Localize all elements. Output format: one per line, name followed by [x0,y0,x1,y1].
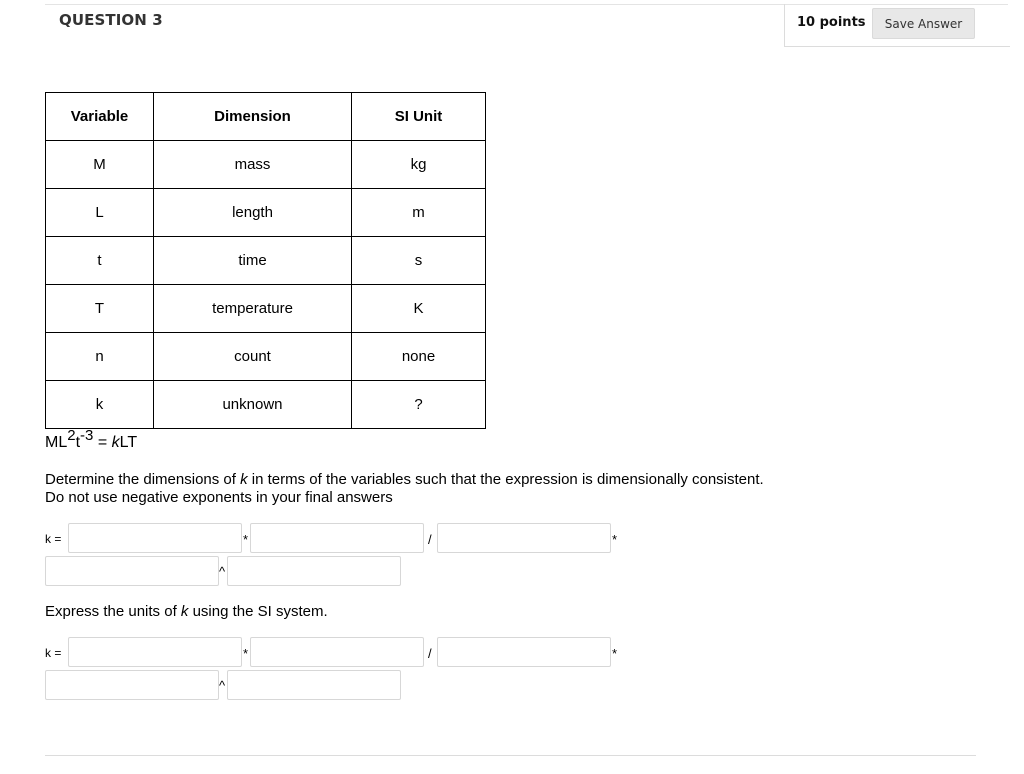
part2-prompt-k: k [180,603,189,620]
cell-si-unit: s [352,237,486,285]
part1-k-label: k = [45,532,62,546]
eq-ml: ML [45,434,68,451]
cell-dimension: time [154,237,352,285]
part1-times-1: * [243,532,249,547]
header-si-unit: SI Unit [352,93,486,141]
table-row [46,333,486,381]
part1-prompt-b: in terms of the variables such that the expression is dimensionally consistent. Do not use negative exponents in your final answers [45,471,764,506]
cell-si-unit: none [352,333,486,381]
cell-variable: M [46,141,154,189]
eq-equals: = [93,434,112,451]
table-row [46,285,486,333]
cell-si-unit: m [352,189,486,237]
cell-variable: t [46,237,154,285]
cell-si-unit: K [352,285,486,333]
eq-exp-l: 2 [67,427,76,444]
cell-dimension: count [154,333,352,381]
part2-input-3[interactable] [437,637,611,667]
equation [45,427,138,452]
table-row [46,381,486,429]
part2-input-5[interactable] [227,670,401,700]
part2-prompt [45,603,328,620]
bottom-divider [45,755,976,756]
cell-variable: T [46,285,154,333]
cell-variable: k [46,381,154,429]
cell-dimension: unknown [154,381,352,429]
part2-times-2: * [612,646,618,661]
part1-prompt [45,471,765,507]
part1-input-4[interactable] [45,556,219,586]
question-title: QUESTION 3 [59,11,163,29]
table-row [46,189,486,237]
cell-dimension: length [154,189,352,237]
cell-si-unit: ? [352,381,486,429]
variables-table [45,92,486,429]
part1-input-2[interactable] [250,523,424,553]
part1-prompt-k: k [240,471,248,488]
cell-dimension: temperature [154,285,352,333]
table-row [46,237,486,285]
part1-input-3[interactable] [437,523,611,553]
part1-input-5[interactable] [227,556,401,586]
part2-input-1[interactable] [68,637,242,667]
part1-divide: / [428,532,432,547]
cell-variable: n [46,333,154,381]
eq-t: t [75,434,81,451]
eq-exp-t: -3 [80,427,94,444]
eq-k: k [111,434,120,451]
cell-variable: L [46,189,154,237]
table-row [46,141,486,189]
part2-prompt-b: using the SI system. [188,603,328,620]
part1-prompt-a: Determine the dimensions of [45,471,241,488]
part2-power: ^ [219,678,226,693]
eq-rhs: LT [119,434,138,451]
cell-si-unit: kg [352,141,486,189]
part2-times-1: * [243,646,249,661]
points-value: 10 points [797,15,866,30]
header-variable: Variable [46,93,154,141]
save-answer-button[interactable]: Save Answer [872,8,975,39]
header-dimension: Dimension [154,93,352,141]
table-header-row [46,93,486,141]
part2-divide: / [428,646,432,661]
part2-prompt-a: Express the units of [45,603,181,620]
part2-input-4[interactable] [45,670,219,700]
part2-input-2[interactable] [250,637,424,667]
part1-input-1[interactable] [68,523,242,553]
part1-power: ^ [219,564,226,579]
part2-k-label: k = [45,646,62,660]
cell-dimension: mass [154,141,352,189]
part1-times-2: * [612,532,618,547]
